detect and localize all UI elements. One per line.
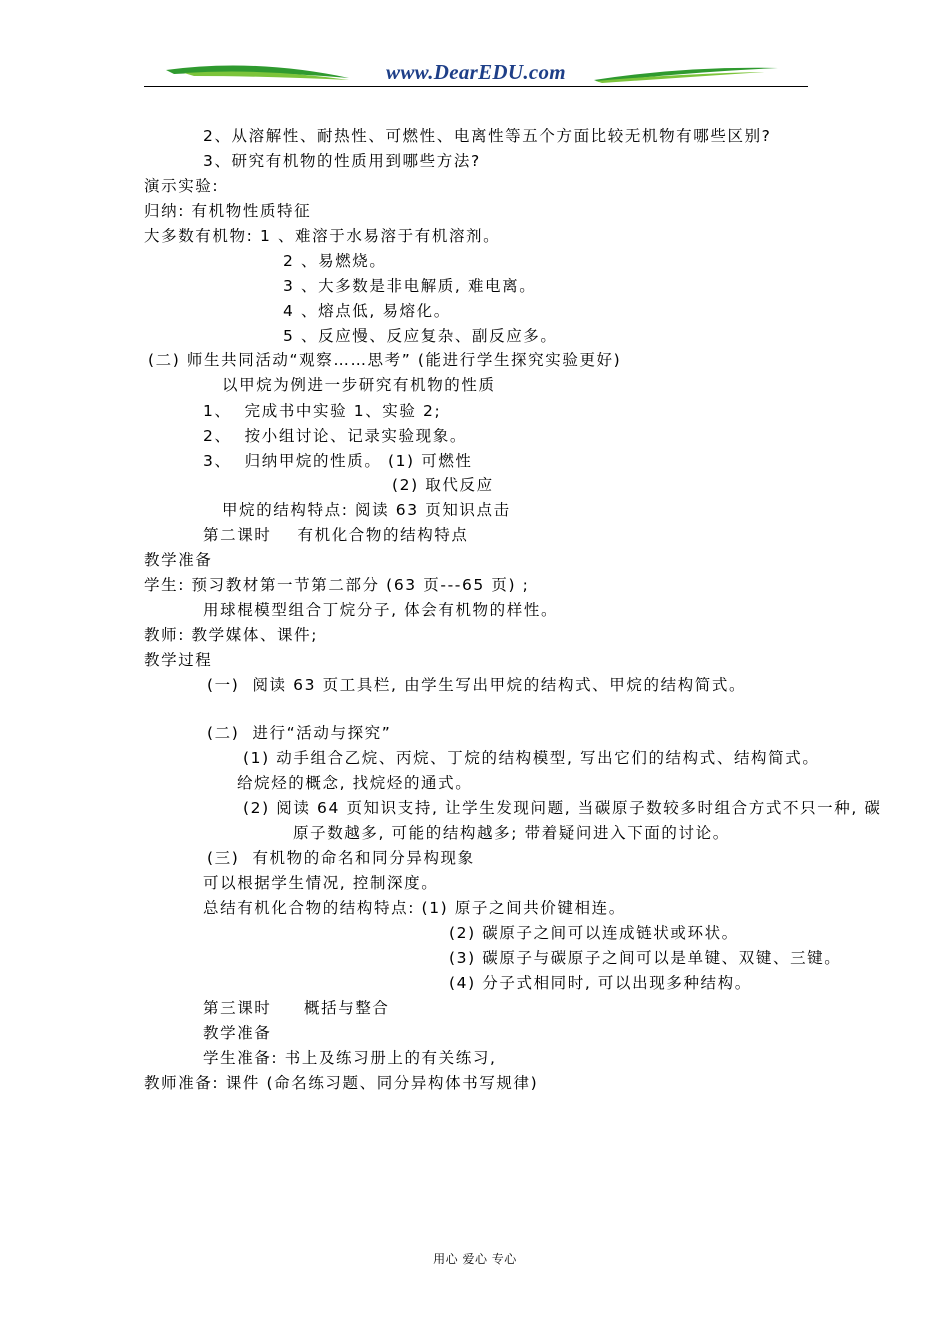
section-heading: 第三课时 概括与整合 [203, 999, 390, 1017]
text-line: 学生: 预习教材第一节第二部分 (63 页---65 页) ; [144, 576, 530, 594]
text-line: 原子数越多, 可能的结构越多; 带着疑问进入下面的讨论。 [293, 824, 730, 842]
text-line: (二) 进行“活动与探究” [207, 724, 392, 742]
text-line: 可以根据学生情况, 控制深度。 [203, 874, 439, 892]
text-line: (一) 阅读 63 页工具栏, 由学生写出甲烷的结构式、甲烷的结构简式。 [207, 676, 747, 694]
list-item: (4) 分子式相同时, 可以出现多种结构。 [449, 974, 752, 992]
text-line: (2) 阅读 64 页知识支持, 让学生发现问题, 当碳原子数较多时组合方式不只一种, 碳 [243, 799, 882, 817]
list-item: 2、 按小组讨论、记录实验现象。 [203, 427, 467, 445]
question-line: 3、研究有机物的性质用到哪些方法? [203, 152, 481, 170]
header-rule [144, 86, 808, 87]
heading-line: 演示实验: [144, 177, 220, 195]
list-item: 3 、大多数是非电解质, 难电离。 [283, 277, 537, 295]
page-footer: 用心 爱心 专心 [433, 1252, 517, 1266]
text-line: 给烷烃的概念, 找烷烃的通式。 [237, 774, 473, 792]
section-heading: (三) 有机物的命名和同分异构现象 [207, 849, 475, 867]
text-line: (1) 动手组合乙烷、丙烷、丁烷的结构模型, 写出它们的结构式、结构简式。 [243, 749, 820, 767]
list-item: (2) 取代反应 [392, 476, 494, 494]
text-line: 用球棍模型组合丁烷分子, 体会有机物的样性。 [203, 601, 559, 619]
question-line: 2、从溶解性、耐热性、可燃性、电离性等五个方面比较无机物有哪些区别? [203, 127, 772, 145]
heading-line: 教学过程 [144, 651, 213, 669]
list-item: 3、 归纳甲烷的性质。 (1) 可燃性 [203, 452, 473, 470]
heading-line: 教学准备 [203, 1024, 272, 1042]
text-line: 大多数有机物: 1 、难溶于水易溶于有机溶剂。 [144, 227, 501, 245]
heading-line: 教学准备 [144, 551, 213, 569]
text-line: 教师准备: 课件 (命名练习题、同分异构体书写规律) [144, 1074, 539, 1092]
text-line: 甲烷的结构特点: 阅读 63 页知识点击 [222, 501, 511, 519]
text-line: 总结有机化合物的结构特点: (1) 原子之间共价键相连。 [203, 899, 626, 917]
text-line: 归纳: 有机物性质特征 [144, 202, 312, 220]
text-line: 教师: 教学媒体、课件; [144, 626, 319, 644]
list-item: 5 、反应慢、反应复杂、副反应多。 [283, 327, 558, 345]
text-line: 学生准备: 书上及练习册上的有关练习, [203, 1049, 497, 1067]
list-item: (2) 碳原子之间可以连成链状或环状。 [449, 924, 739, 942]
section-heading: 第二课时 有机化合物的结构特点 [203, 526, 469, 544]
section-heading: (二) 师生共同活动“观察……思考” (能进行学生探究实验更好) [148, 351, 622, 369]
list-item: 4 、熔点低, 易熔化。 [283, 302, 451, 320]
list-item: 1、 完成书中实验 1、实验 2; [203, 402, 442, 420]
text-line: 以甲烷为例进一步研究有机物的性质 [222, 376, 496, 394]
list-item: (3) 碳原子与碳原子之间可以是单键、双键、三键。 [449, 949, 842, 967]
list-item: 2 、易燃烧。 [283, 252, 387, 270]
site-logo-text: www.DearEDU.com [386, 60, 566, 84]
